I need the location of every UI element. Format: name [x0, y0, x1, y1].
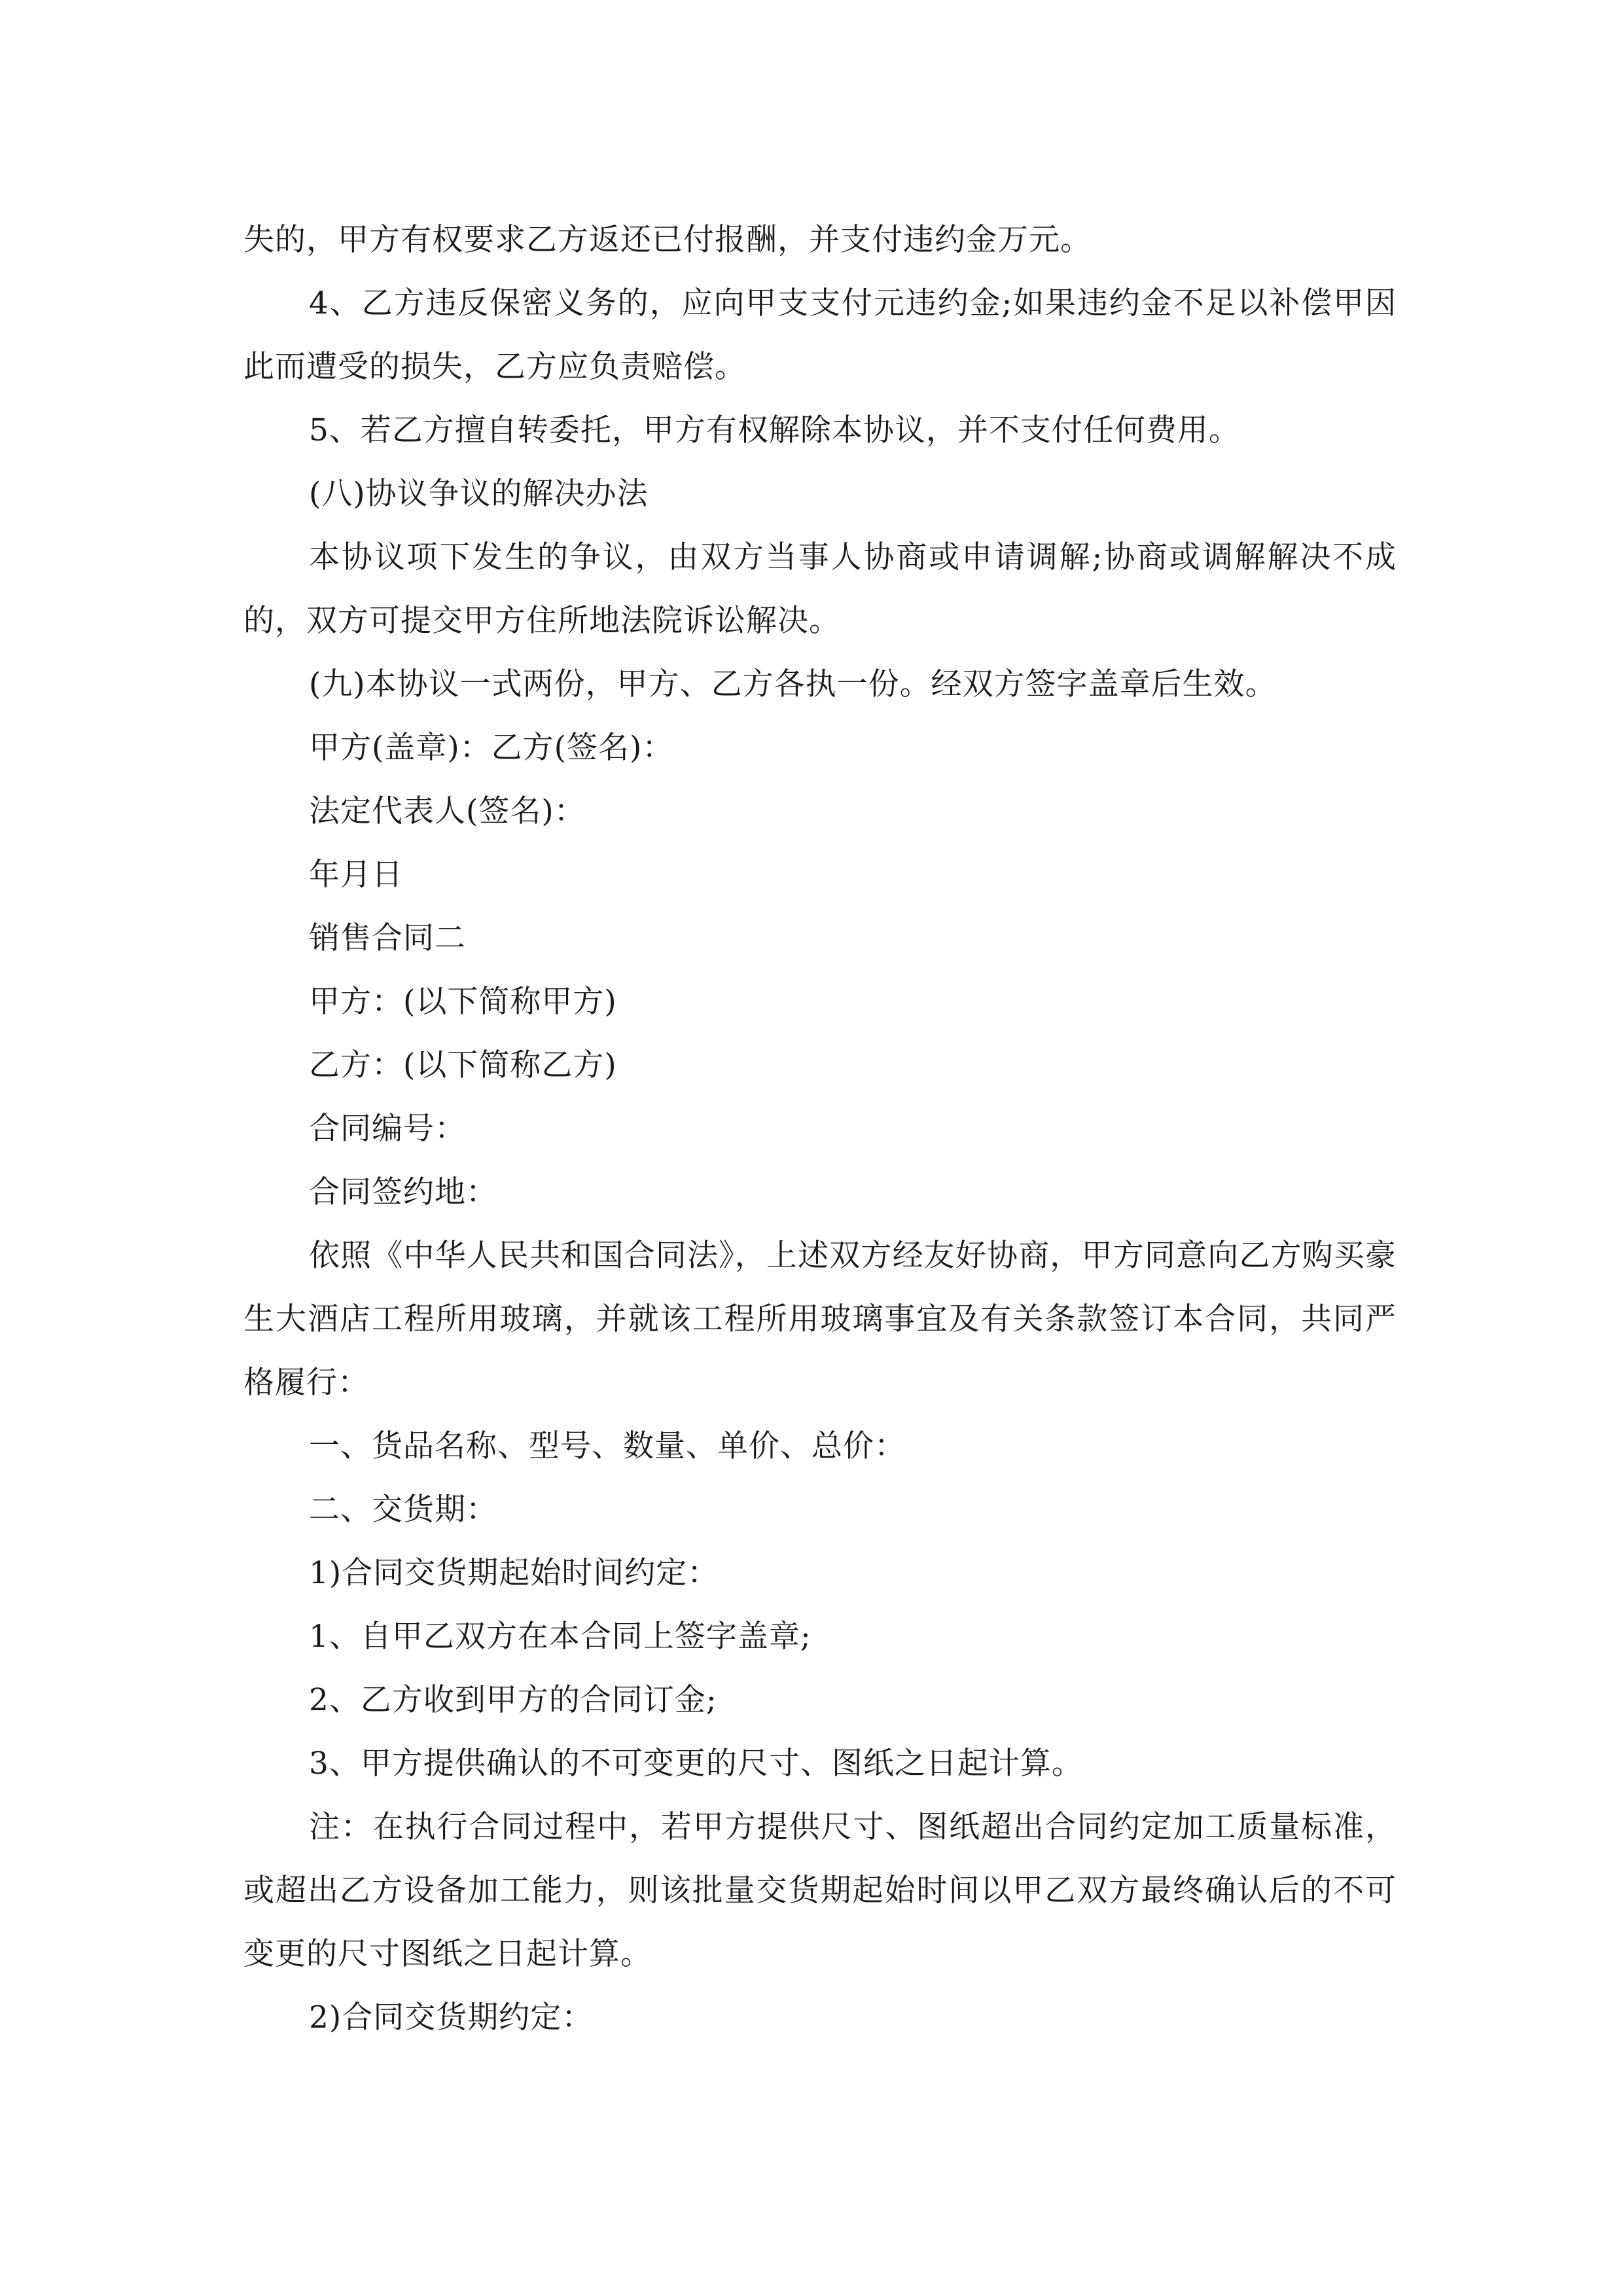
signature-line: 法定代表人(签名)：: [309, 793, 586, 829]
signature-line: 甲方(盖章)：乙方(签名)：: [309, 730, 674, 766]
contract-number-line: 合同编号：: [309, 1111, 466, 1147]
clause-heading: 一、货品名称、型号、数量、单价、总价：: [309, 1428, 906, 1464]
clause-item: 2)合同交货期约定：: [309, 2000, 594, 2036]
paragraph: 失的，甲方有权要求乙方返还已付报酬，并支付违约金万元。: [243, 222, 1092, 258]
party-a-line: 甲方：(以下简称甲方): [309, 984, 617, 1020]
note-paragraph: 注：在执行合同过程中，若甲方提供尺寸、图纸超出合同约定加工质量标准，或超出乙方设备加工能力，则该批量交货期起始时间以甲乙双方最终确认后的不可变更的尺寸图纸之日起计算。: [243, 1809, 1397, 1972]
document-body: [243, 208, 1397, 2049]
paragraph: 本协议项下发生的争议，由双方当事人协商或申请调解;协商或调解解决不成的，双方可提交甲方住所地法院诉讼解决。: [243, 539, 1397, 639]
clause-item: 1)合同交货期起始时间约定：: [309, 1555, 719, 1591]
party-b-line: 乙方：(以下简称乙方): [309, 1047, 617, 1083]
clause-heading: 二、交货期：: [309, 1492, 497, 1528]
date-line: 年月日: [309, 857, 403, 893]
clause-item: 3、甲方提供确认的不可变更的尺寸、图纸之日起计算。: [309, 1746, 1083, 1782]
paragraph: 4、乙方违反保密义务的，应向甲支支付元违约金;如果违约金不足以补偿甲因此而遭受的损失，乙方应负责赔偿。: [243, 285, 1397, 385]
paragraph: 依照《中华人民共和国合同法》，上述双方经友好协商，甲方同意向乙方购买豪生大酒店工程所用玻璃，并就该工程所用玻璃事宜及有关条款签订本合同，共同严格履行：: [243, 1238, 1397, 1401]
clause-item: 1、自甲乙双方在本合同上签字盖章;: [309, 1619, 812, 1655]
contract-place-line: 合同签约地：: [309, 1174, 497, 1210]
section-heading: (八)协议争议的解决办法: [309, 476, 649, 512]
contract-title: 销售合同二: [309, 920, 466, 956]
clause-item: 2、乙方收到甲方的合同订金;: [309, 1682, 717, 1718]
paragraph: 5、若乙方擅自转委托，甲方有权解除本协议，并不支付任何费用。: [309, 412, 1240, 448]
paragraph: (九)本协议一式两份，甲方、乙方各执一份。经双方签字盖章后生效。: [309, 666, 1277, 702]
